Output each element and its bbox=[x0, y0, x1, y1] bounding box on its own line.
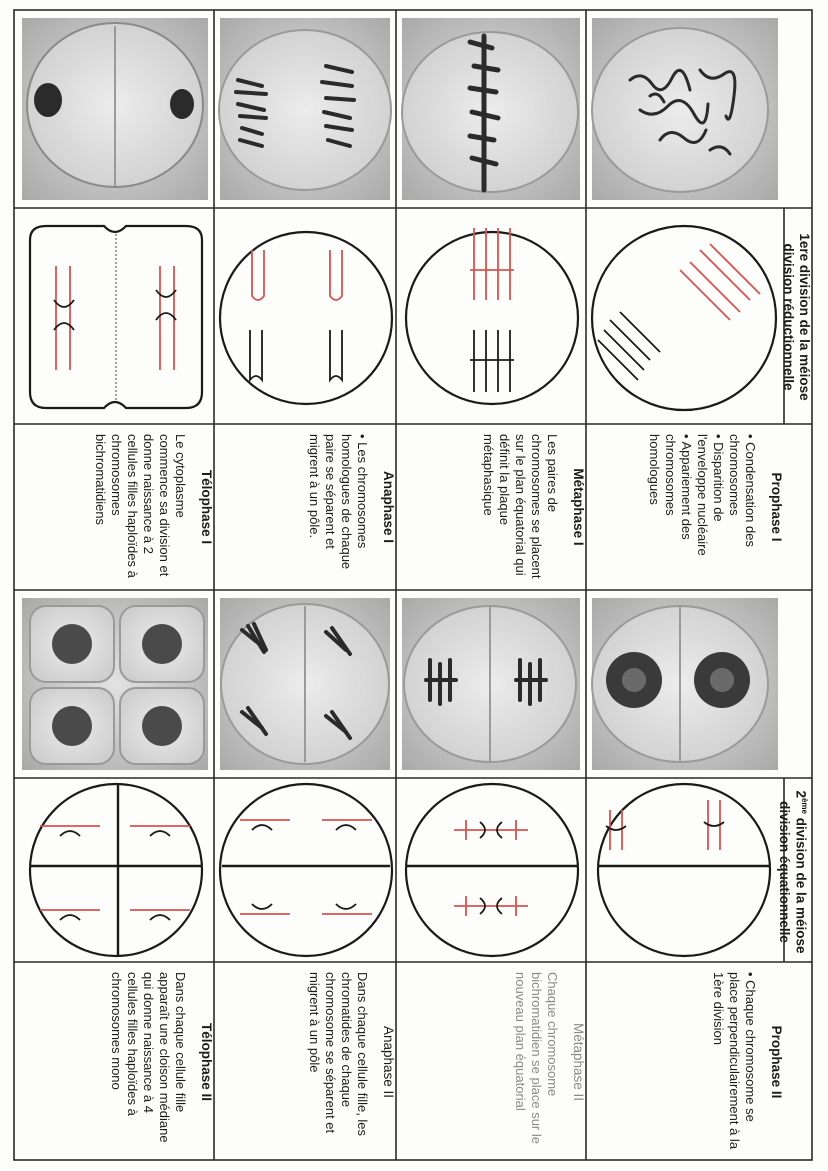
photo-anaphase-1 bbox=[219, 18, 391, 200]
phase-description: Dans chaque cellule fille, les chromatides de chaque chromosome se séparent et migrent à un pôle bbox=[307, 972, 370, 1137]
photo-prophase-2 bbox=[592, 598, 778, 770]
phase-item: • Appariement des chromosomes homologues bbox=[646, 434, 694, 580]
diagram-telophase-2 bbox=[30, 784, 202, 956]
phase-title: Métaphase I bbox=[571, 468, 586, 546]
photo-metaphase-1 bbox=[402, 18, 580, 200]
phase-anaphase-1 bbox=[306, 434, 396, 580]
division-2-title: division de la méiose bbox=[793, 813, 809, 954]
phase-description: Les paires de chromosomes se placent sur le plan équatorial qui définit la plaque métaphasique bbox=[481, 434, 560, 579]
division-1-header bbox=[780, 214, 812, 420]
phase-description: Chaque chromosome bichromatidien se place sur le nouveau plan équatorial bbox=[513, 972, 560, 1144]
division-2-superscript: ème bbox=[800, 797, 809, 814]
diagram-telophase-1 bbox=[30, 226, 202, 408]
diagram-metaphase-2 bbox=[406, 784, 578, 956]
photo-telophase-1 bbox=[22, 18, 208, 200]
photo-metaphase-2 bbox=[402, 598, 580, 770]
phase-item: • Disparition de l'enveloppe nucléaire bbox=[694, 434, 726, 580]
phase-title: Télophase II bbox=[199, 1022, 214, 1102]
division-2-number: 2 bbox=[793, 790, 809, 798]
phase-item: • Chaque chromosome se place perpendiculairement à la 1ère division bbox=[710, 972, 758, 1152]
division-1-subtitle: division réductionnelle bbox=[781, 243, 796, 391]
phase-description: Le cytoplasme commence sa division et donne naissance à 2 cellules filles haploïdes à chromosomes bichromatidiens bbox=[93, 434, 188, 578]
phase-title: Prophase II bbox=[769, 1025, 784, 1099]
photo-prophase-1 bbox=[592, 18, 778, 200]
phase-prophase-2 bbox=[710, 972, 784, 1152]
phase-item: • Condensation des chromosomes bbox=[726, 434, 758, 580]
diagram-anaphase-2 bbox=[220, 784, 392, 956]
phase-title: Prophase I bbox=[769, 472, 784, 542]
division-2-header bbox=[777, 784, 813, 960]
phase-title: Anaphase II bbox=[381, 1025, 396, 1099]
phase-prophase-1 bbox=[646, 434, 784, 580]
photo-telophase-2 bbox=[22, 598, 208, 770]
division-2-subtitle: division équationnelle bbox=[777, 801, 793, 943]
phase-metaphase-1 bbox=[480, 434, 586, 580]
phase-metaphase-2 bbox=[512, 972, 586, 1152]
phase-description: Dans chaque cellule fille apparaît une cloison médiane qui donne naissance à 4 cellules filles haploïdes à chromosomes mono bbox=[109, 972, 188, 1143]
diagram-metaphase-1 bbox=[406, 228, 578, 404]
division-1-title: 1ere division de la méiose bbox=[797, 233, 812, 401]
phase-telophase-1 bbox=[92, 434, 214, 580]
phase-item: • Les chromosomes homologues de chaque paire se séparent et migrent à un pôle. bbox=[306, 434, 370, 580]
photo-anaphase-2 bbox=[220, 598, 390, 770]
diagram-prophase-2 bbox=[598, 784, 770, 956]
phase-telophase-2 bbox=[108, 972, 214, 1152]
phase-title: Télophase I bbox=[199, 469, 214, 545]
phase-anaphase-2 bbox=[306, 972, 396, 1152]
diagram-anaphase-1 bbox=[220, 232, 392, 404]
phase-title: Anaphase I bbox=[381, 470, 396, 544]
diagram-prophase-1 bbox=[592, 226, 776, 410]
phase-title: Métaphase II bbox=[571, 1022, 586, 1102]
